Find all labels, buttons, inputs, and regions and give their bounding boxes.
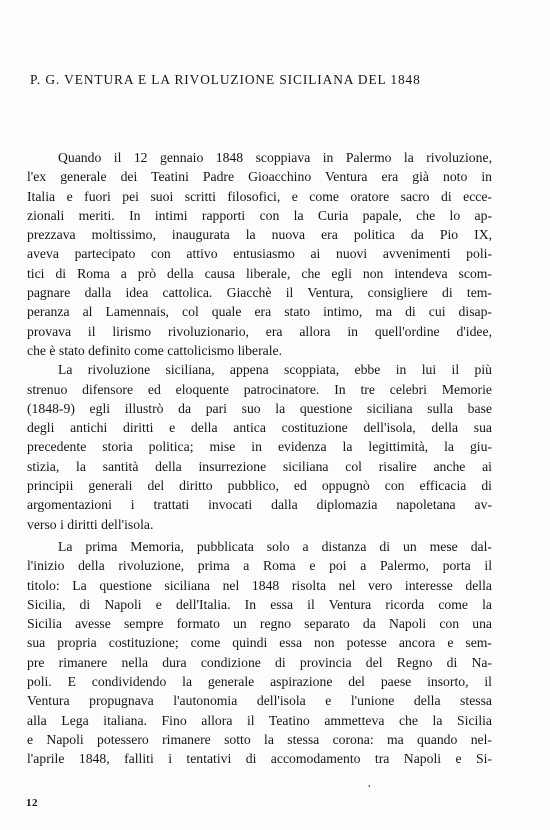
paragraph-3 (27, 537, 492, 769)
text-line: La rivoluzione siciliana, appena scoppiata, ebbe in lui il più (58, 362, 492, 378)
text-line: Ventura propugnava l'autonomia dell'isola e l'unione della stessa (27, 693, 492, 709)
text-line: l'ex generale dei Teatini Padre Gioacchino Ventura era già noto in (27, 169, 492, 185)
text-line: aveva partecipato con attivo entusiasmo ai nuovi avvenimenti poli- (27, 246, 492, 262)
text-line: La prima Memoria, pubblicata solo a distanza di un mese dal- (58, 538, 492, 554)
text-line: titolo: La questione siciliana nel 1848 risolta nel vero interesse della (27, 577, 492, 593)
text-line: precedente storia politica; mise in evidenza la legittimità, la giu- (27, 439, 492, 455)
text-line: tici di Roma a prò della causa liberale, che egli non intendeva scom- (27, 265, 492, 281)
text-line: sua propria costituzione; come quindi essa non potesse ancora e sem- (27, 635, 492, 651)
paragraph-1 (27, 148, 492, 360)
text-line: degli antichi diritti e della antica costituzione dell'isola, della sua (27, 420, 492, 436)
text-line: Sicilia, di Napoli e dell'Italia. In essa il Ventura ricorda come la (27, 596, 492, 612)
text-line: l'inizio della rivoluzione, prima a Roma e poi a Palermo, porta il (27, 558, 492, 574)
text-line: prezzava moltissimo, inaugurata la nuova era politica da Pio IX, (27, 227, 492, 243)
text-line: e Napoli potessero rimanere sotto la stessa corona: ma quando nel- (27, 731, 492, 747)
text-line: provava il lirismo rivoluzionario, era allora in quell'ordine d'idee, (27, 323, 492, 339)
text-line: Quando il 12 gennaio 1848 scoppiava in Palermo la rivoluzione, (58, 150, 492, 165)
body-text (27, 148, 492, 769)
text-line: argomentazioni i trattati invocati dalla diplomazia napoletana av- (27, 497, 492, 513)
page-number: 12 (26, 797, 38, 809)
text-line: che è stato definito come cattolicismo liberale. (27, 342, 283, 358)
text-line: stizia, la santità della insurrezione siciliana col risalire anche ai (27, 458, 492, 474)
text-line: pre rimanere nella dura condizione di provincia del Regno di Na- (27, 654, 492, 670)
running-header: P. G. VENTURA E LA RIVOLUZIONE SICILIANA DEL 1848 (30, 72, 421, 87)
text-line: pagnare dalla idea cattolica. Giacchè il Ventura, consigliere di tem- (27, 285, 492, 301)
text-line: Italia e fuori pei suoi scritti filosofici, e come oratore sacro di ecce- (27, 188, 492, 204)
text-line: l'aprile 1848, falliti i tentativi di accomodamento tra Napoli e Si- (27, 751, 492, 767)
text-line: poli. E condividendo la generale aspirazione del paese insorto, il (27, 674, 492, 690)
text-line: zionali meriti. In intimi rapporti con la Curia papale, che lo ap- (27, 207, 492, 223)
text-line: verso i diritti dell'isola. (27, 516, 154, 532)
stray-mark: ˺ (367, 782, 371, 796)
text-line: (1848-9) egli illustrò da pari suo la questione siciliana sulla base (27, 400, 492, 416)
text-line: peranza al Lamennais, col quale era stato intimo, ma di cui disap- (27, 304, 492, 320)
text-line: principii generali del diritto pubblico, ed oppugnò con efficacia di (27, 478, 492, 494)
text-line: Sicilia avesse sempre formato un regno separato da Napoli con una (27, 616, 492, 632)
paragraph-2 (27, 360, 492, 534)
text-line: alla Lega italiana. Fino allora il Teatino ammetteva che la Sicilia (27, 712, 492, 728)
text-line: strenuo difensore ed eloquente patrocinatore. In tre celebri Memorie (27, 381, 492, 397)
